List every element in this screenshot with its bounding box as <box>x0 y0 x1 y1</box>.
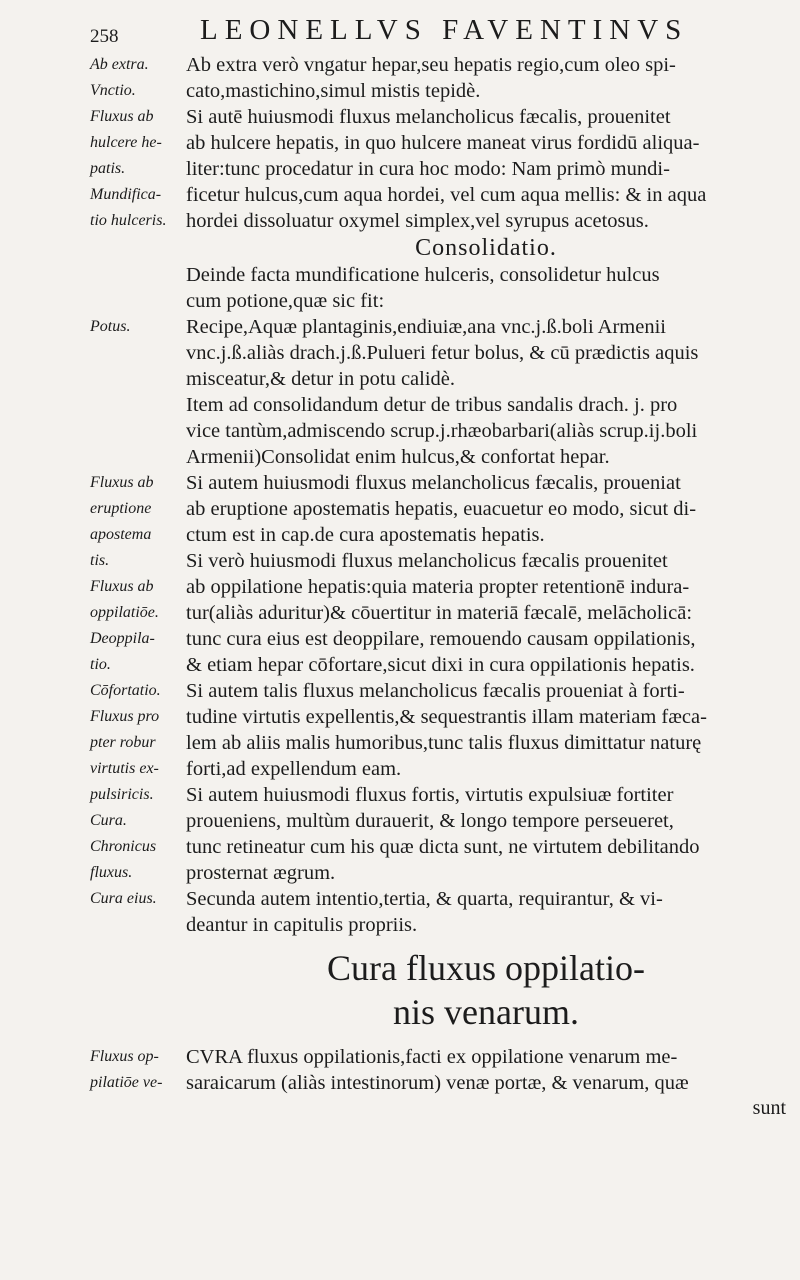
margin-note-line: Ab extra. <box>90 56 149 73</box>
paragraph-block <box>90 104 790 182</box>
text-line: Item ad consolidandum detur de tribus sandalis drach. j. pro <box>186 394 678 416</box>
margin-note <box>90 808 180 912</box>
margin-note <box>90 182 180 234</box>
text-line: Si autem talis fluxus melancholicus fæcalis proueniat à forti- <box>186 680 685 702</box>
text-line: cato,mastichino,simul mistis tepidè. <box>186 80 481 102</box>
margin-note <box>90 470 180 574</box>
catchword: sunt <box>752 1097 786 1119</box>
margin-note-line: patis. <box>90 160 126 177</box>
text-line: ab oppilatione hepatis:quia materia propter retentionē indura- <box>186 576 690 598</box>
text-line: forti,ad expellendum eam. <box>186 758 402 780</box>
margin-note-line: Mundifica- <box>90 186 162 203</box>
paragraph-text <box>186 104 786 182</box>
section-heading-consolidatio: Consolidatio. <box>415 235 557 261</box>
text-line: Si autem huiusmodi fluxus fortis, virtutis expulsiuæ fortiter <box>186 784 674 806</box>
margin-note-line: Vnctio. <box>90 82 136 99</box>
text-line: misceatur,& detur in potu calidè. <box>186 368 456 390</box>
text-line: lem ab aliis malis humoribus,tunc talis fluxus dimittatur naturę <box>186 732 702 754</box>
paragraph-text <box>186 470 786 574</box>
text-line: deantur in capitulis propriis. <box>186 914 418 936</box>
margin-note-line: apostema <box>90 526 152 543</box>
paragraph-block <box>90 1044 790 1096</box>
margin-note-line: virtutis ex- <box>90 760 159 777</box>
paragraph-block <box>90 262 790 470</box>
text-line: ab hulcere hepatis, in quo hulcere maneat virus fordidū aliqua- <box>186 132 700 154</box>
text-line: hordei dissoluatur oxymel simplex,vel syrupus acetosus. <box>186 210 649 232</box>
margin-note <box>90 574 180 808</box>
paragraph-text <box>186 1044 786 1096</box>
margin-note <box>90 104 180 182</box>
paragraph-text <box>186 574 786 808</box>
text-line: tudine virtutis expellentis,& sequestrantis illam materiam fæca- <box>186 706 707 728</box>
text-line: tunc retineatur cum his quæ dicta sunt, ne virtutem debilitando <box>186 836 700 858</box>
margin-note-line: Fluxus pro <box>90 708 160 725</box>
paragraph-block <box>90 808 790 938</box>
text-line: proueniens, multùm durauerit, & longo tempore perseueret, <box>186 810 674 832</box>
margin-note-line: fluxus. <box>90 864 133 881</box>
margin-note-line: pilatiōe ve- <box>90 1074 163 1091</box>
chapter-heading-line: nis venarum. <box>393 992 579 1032</box>
page-body <box>90 52 790 1252</box>
text-line: Ab extra verò vngatur hepar,seu hepatis regio,cum oleo spi- <box>186 54 676 76</box>
page-header <box>90 14 730 50</box>
running-title: LEONELLVS FAVENTINVS <box>200 14 689 46</box>
margin-note-line: tio hulceris. <box>90 212 167 229</box>
margin-note-line: eruptione <box>90 500 152 517</box>
text-line: & etiam hepar cōfortare,sicut dixi in cura oppilationis hepatis. <box>186 654 695 676</box>
text-line: Si autem huiusmodi fluxus melancholicus fæcalis, proueniat <box>186 472 681 494</box>
text-line: prosternat ægrum. <box>186 862 336 884</box>
text-line: Secunda autem intentio,tertia, & quarta, requirantur, & vi- <box>186 888 663 910</box>
margin-note-line: oppilatiōe. <box>90 604 159 621</box>
page-number: 258 <box>90 26 119 47</box>
margin-note-line: Fluxus op- <box>90 1048 159 1065</box>
margin-note <box>90 262 180 340</box>
margin-note <box>90 52 180 104</box>
margin-note-line: Fluxus ab <box>90 578 154 595</box>
margin-note-line: pulsiricis. <box>90 786 154 803</box>
margin-note <box>90 1044 180 1096</box>
margin-note-line: Cura eius. <box>90 890 157 907</box>
margin-note-line: Cura. <box>90 812 127 829</box>
paragraph-text <box>186 262 786 470</box>
text-line: Si autē huiusmodi fluxus melancholicus fæcalis, prouenitet <box>186 106 671 128</box>
paragraph-text <box>186 808 786 938</box>
margin-note-line: Potus. <box>90 318 131 335</box>
paragraph-block <box>90 52 790 104</box>
margin-note-line: pter robur <box>90 734 156 751</box>
text-line: Si verò huiusmodi fluxus melancholicus fæcalis prouenitet <box>186 550 668 572</box>
margin-note-line <box>90 288 180 314</box>
margin-note-line: Chronicus <box>90 838 157 855</box>
text-line: CVRA fluxus oppilationis,facti ex oppilatione venarum me- <box>186 1046 678 1068</box>
text-line: cum potione,quæ sic fit: <box>186 290 385 312</box>
margin-note-line: Fluxus ab <box>90 474 154 491</box>
margin-note-line: tis. <box>90 552 110 569</box>
text-line: liter:tunc procedatur in cura hoc modo: Nam primò mundi- <box>186 158 670 180</box>
paragraph-text <box>186 182 786 234</box>
paragraph-block <box>90 574 790 808</box>
margin-note-line <box>90 262 180 288</box>
margin-note-line: Cōfortatio. <box>90 682 161 699</box>
paragraph-block <box>90 470 790 574</box>
text-line: Deinde facta mundificatione hulceris, consolidetur hulcus <box>186 264 660 286</box>
text-line: ab eruptione apostematis hepatis, euacuetur eo modo, sicut di- <box>186 498 697 520</box>
margin-note-line: tio. <box>90 656 111 673</box>
paragraph-text <box>186 52 786 104</box>
text-line: vnc.j.ß.aliàs drach.j.ß.Pulueri fetur bolus, & cū prædictis aquis <box>186 342 699 364</box>
paragraph-block <box>90 182 790 234</box>
margin-note-line: Fluxus ab <box>90 108 154 125</box>
text-line: tur(aliàs aduritur)& cōuertitur in materiā fæcalē, melācholicā: <box>186 602 693 624</box>
text-line: ctum est in cap.de cura apostematis hepatis. <box>186 524 545 546</box>
text-line: tunc cura eius est deoppilare, remouendo causam oppilationis, <box>186 628 696 650</box>
text-line: ficetur hulcus,cum aqua hordei, vel cum aqua mellis: & in aqua <box>186 184 707 206</box>
text-line: Armenii)Consolidat enim hulcus,& confortat hepar. <box>186 446 610 468</box>
text-line: vice tantùm,admiscendo scrup.j.rhæobarbari(aliàs scrup.ij.boli <box>186 420 698 442</box>
margin-note-line: hulcere he- <box>90 134 162 151</box>
margin-note-line: Deoppila- <box>90 630 155 647</box>
text-line: Recipe,Aquæ plantaginis,endiuiæ,ana vnc.j.ß.boli Armenii <box>186 316 666 338</box>
text-line: saraicarum (aliàs intestinorum) venæ portæ, & venarum, quæ <box>186 1072 689 1094</box>
chapter-heading-line: Cura fluxus oppilatio- <box>327 948 645 988</box>
